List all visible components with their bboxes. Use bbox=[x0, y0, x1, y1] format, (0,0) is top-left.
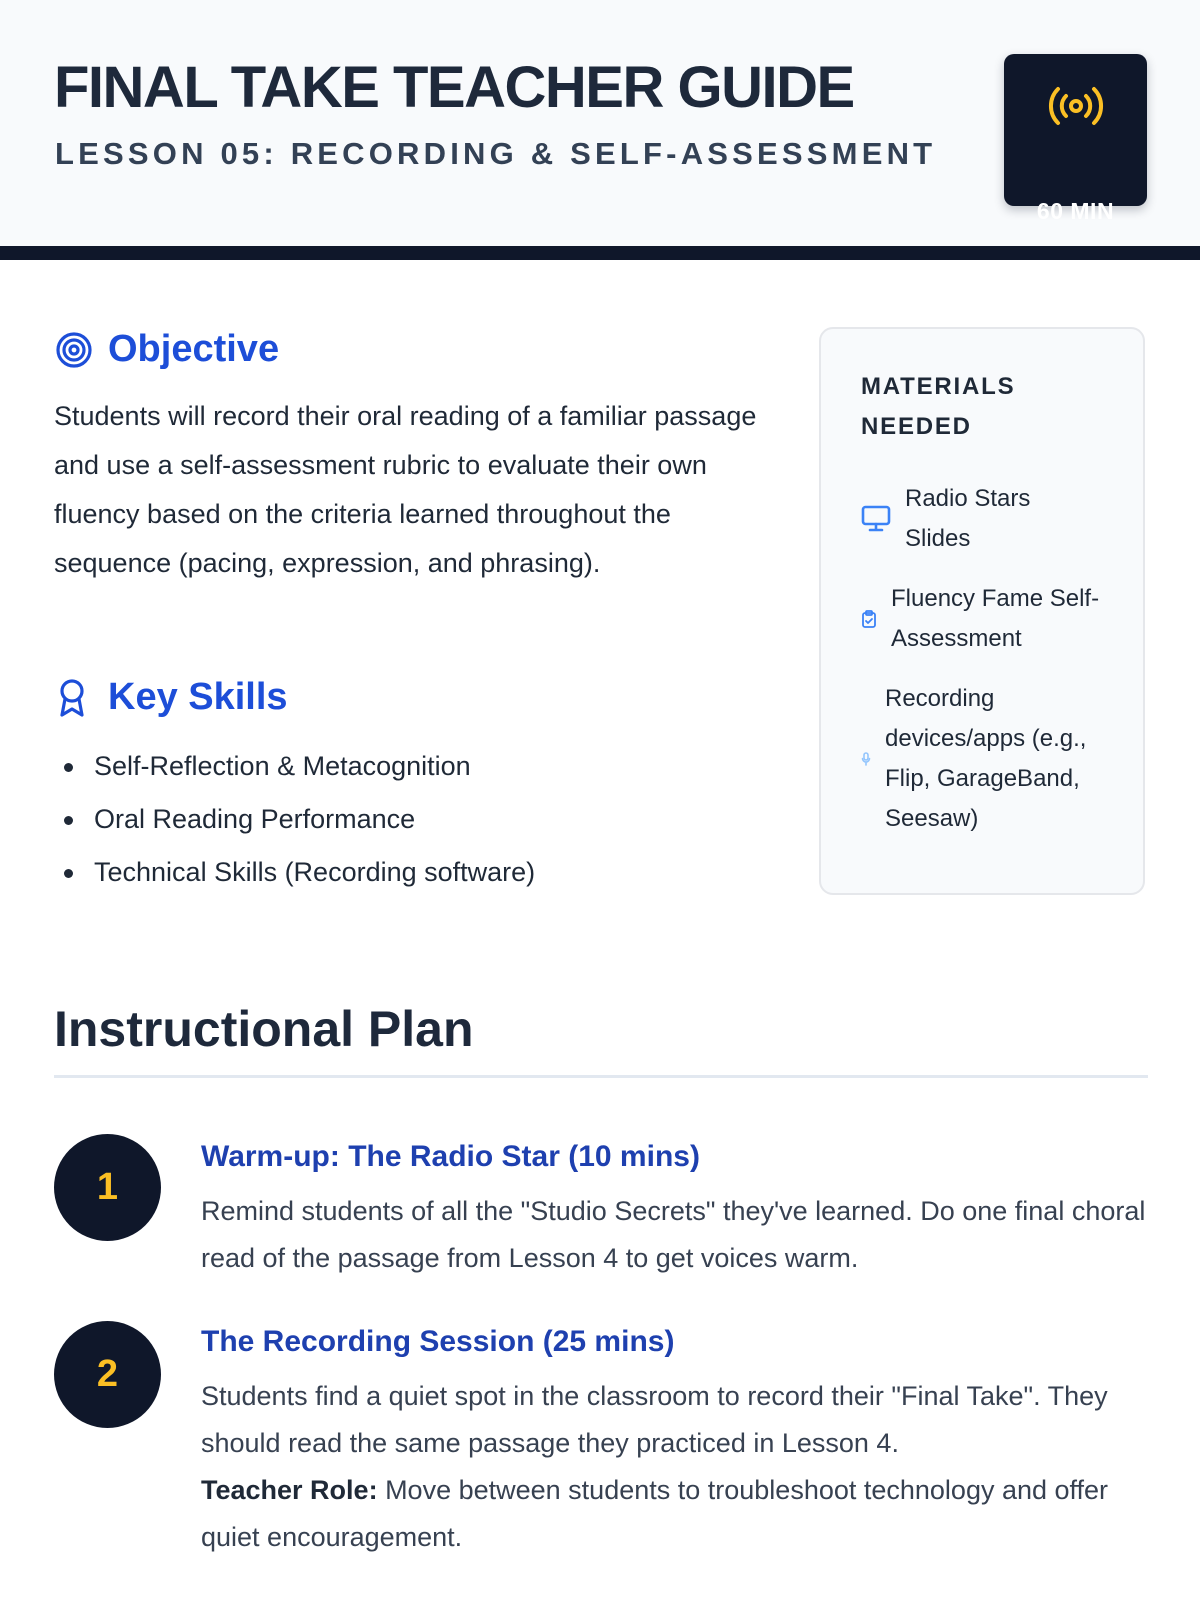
step-number-badge: 1 bbox=[54, 1134, 161, 1241]
skill-item: Technical Skills (Recording software) bbox=[54, 846, 535, 899]
duration-text: 60 MIN bbox=[1036, 198, 1115, 224]
teacher-role-text: Move between students to troubleshoot technology and offer quiet encouragement. bbox=[201, 1475, 1109, 1552]
step-number-badge: 2 bbox=[54, 1321, 161, 1428]
step-description bbox=[201, 1373, 1151, 1561]
teacher-role-label: Teacher Role: bbox=[201, 1475, 378, 1505]
materials-card bbox=[819, 327, 1145, 895]
materials-title: MATERIALS NEEDED bbox=[861, 373, 1016, 440]
step-title: Warm-up: The Radio Star (10 mins) bbox=[201, 1140, 700, 1173]
clipboard-check-icon bbox=[861, 610, 877, 628]
award-ribbon-icon bbox=[54, 678, 90, 718]
material-item bbox=[861, 479, 1095, 559]
target-icon bbox=[54, 330, 94, 370]
objective-title: Objective bbox=[108, 328, 280, 370]
page-header bbox=[0, 0, 1200, 260]
skill-item: Self-Reflection & Metacognition bbox=[54, 740, 535, 793]
step-title: The Recording Session (25 mins) bbox=[201, 1325, 675, 1358]
page-title: FINAL TAKE TEACHER GUIDE bbox=[54, 55, 854, 120]
section-divider bbox=[54, 1075, 1148, 1078]
key-skills-heading bbox=[54, 676, 288, 719]
material-label: Fluency Fame Self-Assessment bbox=[891, 585, 1100, 652]
microphone-icon bbox=[861, 752, 871, 766]
material-item bbox=[861, 679, 1115, 839]
material-label: Recording devices/apps (e.g., Flip, GarageBand, Seesaw) bbox=[885, 685, 1087, 832]
skill-item: Oral Reading Performance bbox=[54, 793, 535, 846]
material-label: Radio Stars Slides bbox=[905, 485, 1031, 552]
radio-broadcast-icon bbox=[1048, 84, 1104, 128]
step-text: Students find a quiet spot in the classroom to record their "Final Take". They should read the same passage they practiced in Lesson 4. bbox=[201, 1381, 1108, 1458]
objective-heading bbox=[54, 328, 279, 371]
instructional-plan-title: Instructional Plan bbox=[54, 1001, 474, 1057]
key-skills-list bbox=[54, 740, 535, 899]
lesson-subtitle: LESSON 05: RECORDING & SELF-ASSESSMENT bbox=[55, 136, 937, 171]
material-item bbox=[861, 579, 1111, 659]
duration-badge bbox=[1004, 54, 1147, 224]
objective-text: Students will record their oral reading of a familiar passage and use a self-assessment rubric to evaluate their own fluency based on the criteria learned throughout the sequence (pacing, expression, and phrasing). bbox=[54, 401, 757, 578]
key-skills-title: Key Skills bbox=[108, 676, 288, 718]
step-description: Remind students of all the "Studio Secrets" they've learned. Do one final choral read of the passage from Lesson 4 to get voices warm. bbox=[201, 1196, 1146, 1273]
monitor-icon bbox=[861, 505, 891, 533]
